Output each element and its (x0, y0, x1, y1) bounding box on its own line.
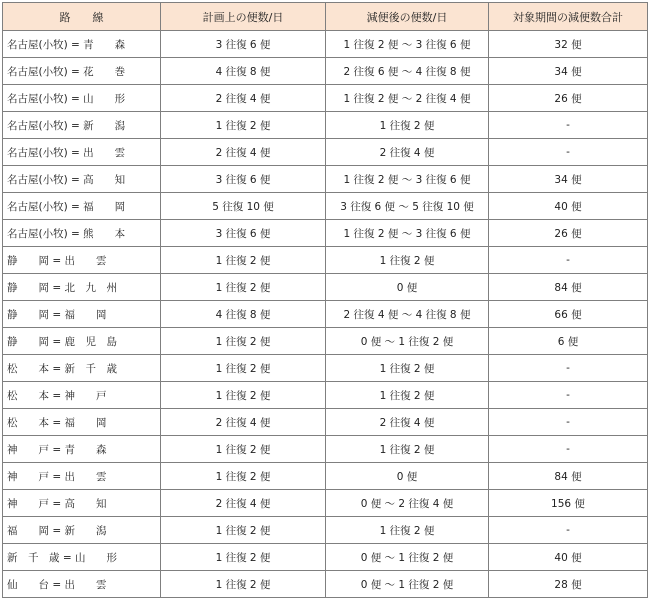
table-row (3, 436, 648, 463)
total-reduction-cell-text: 6 便 (557, 335, 579, 348)
route-cell (3, 328, 161, 355)
planned-flights-cell (161, 355, 326, 382)
table-row (3, 301, 648, 328)
table-body (3, 31, 648, 598)
reduced-flights-cell (326, 301, 489, 328)
total-reduction-cell-text: 28 便 (554, 578, 582, 591)
planned-flights-cell (161, 517, 326, 544)
table-row (3, 517, 648, 544)
planned-flights-cell-text: 1 往復 2 便 (215, 254, 271, 267)
header-planned-flights: 計画上の便数/日 (161, 3, 326, 31)
total-reduction-cell-text: 84 便 (554, 470, 582, 483)
planned-flights-cell-text: 1 往復 2 便 (215, 470, 271, 483)
route-cell-text: 福 岡 = 新 潟 (7, 524, 107, 537)
route-cell (3, 112, 161, 139)
reduced-flights-cell-text: 0 便 (396, 470, 418, 483)
planned-flights-cell (161, 301, 326, 328)
route-cell (3, 139, 161, 166)
total-reduction-cell (489, 58, 648, 85)
reduced-flights-cell-text: 1 往復 2 便 (379, 389, 435, 402)
table-row (3, 247, 648, 274)
planned-flights-cell (161, 112, 326, 139)
planned-flights-cell-text: 3 往復 6 便 (215, 38, 271, 51)
reduced-flights-cell (326, 436, 489, 463)
route-cell (3, 490, 161, 517)
reduced-flights-cell-text: 0 便 (396, 281, 418, 294)
planned-flights-cell-text: 1 往復 2 便 (215, 524, 271, 537)
reduced-flights-cell-text: 2 往復 6 便 ～ 4 往復 8 便 (343, 65, 471, 78)
total-reduction-cell-text: - (566, 443, 570, 455)
planned-flights-cell-text: 1 往復 2 便 (215, 578, 271, 591)
total-reduction-cell (489, 31, 648, 58)
reduced-flights-cell-text: 1 往復 2 便 ～ 3 往復 6 便 (343, 173, 471, 186)
route-cell (3, 382, 161, 409)
reduced-flights-cell (326, 328, 489, 355)
table-row (3, 463, 648, 490)
route-cell-text: 静 岡 = 北 九 州 (7, 281, 117, 294)
planned-flights-cell (161, 382, 326, 409)
reduced-flights-cell-text: 1 往復 2 便 (379, 254, 435, 267)
route-cell-text: 松 本 = 神 戸 (7, 389, 107, 402)
table-row (3, 409, 648, 436)
total-reduction-cell-text: - (566, 362, 570, 374)
reduced-flights-cell-text: 1 往復 2 便 (379, 524, 435, 537)
route-cell-text: 名古屋(小牧) = 高 知 (7, 173, 126, 186)
total-reduction-cell (489, 301, 648, 328)
planned-flights-cell-text: 1 往復 2 便 (215, 335, 271, 348)
route-cell-text: 新 千 歳 = 山 形 (7, 551, 117, 564)
total-reduction-cell-text: - (566, 119, 570, 131)
planned-flights-cell-text: 2 往復 4 便 (215, 146, 271, 159)
header-reduced-flights: 減便後の便数/日 (326, 3, 489, 31)
total-reduction-cell-text: 34 便 (554, 173, 582, 186)
reduced-flights-cell-text: 2 往復 4 便 (379, 416, 435, 429)
reduced-flights-cell (326, 220, 489, 247)
reduced-flights-cell-text: 1 往復 2 便 (379, 443, 435, 456)
route-cell (3, 247, 161, 274)
route-cell (3, 544, 161, 571)
header-route: 路 線 (3, 3, 161, 31)
reduced-flights-cell-text: 1 往復 2 便 ～ 3 往復 6 便 (343, 38, 471, 51)
reduced-flights-cell (326, 247, 489, 274)
planned-flights-cell-text: 3 往復 6 便 (215, 227, 271, 240)
total-reduction-cell-text: - (566, 416, 570, 428)
planned-flights-cell-text: 1 往復 2 便 (215, 443, 271, 456)
planned-flights-cell-text: 4 往復 8 便 (215, 65, 271, 78)
total-reduction-cell (489, 328, 648, 355)
table-row (3, 166, 648, 193)
total-reduction-cell (489, 193, 648, 220)
planned-flights-cell-text: 2 往復 4 便 (215, 497, 271, 510)
table-row (3, 139, 648, 166)
table-row (3, 193, 648, 220)
route-cell (3, 193, 161, 220)
planned-flights-cell (161, 544, 326, 571)
planned-flights-cell (161, 436, 326, 463)
reduced-flights-cell (326, 85, 489, 112)
table-row (3, 85, 648, 112)
route-cell-text: 神 戸 = 青 森 (7, 443, 107, 456)
route-cell (3, 85, 161, 112)
total-reduction-cell (489, 112, 648, 139)
total-reduction-cell (489, 517, 648, 544)
route-cell-text: 静 岡 = 鹿 児 島 (7, 335, 117, 348)
reduced-flights-cell-text: 0 便 ～ 2 往復 4 便 (360, 497, 454, 510)
route-cell (3, 436, 161, 463)
reduced-flights-cell-text: 0 便 ～ 1 往復 2 便 (360, 335, 454, 348)
route-cell-text: 名古屋(小牧) = 山 形 (7, 92, 126, 105)
total-reduction-cell-text: 26 便 (554, 227, 582, 240)
route-cell (3, 301, 161, 328)
table-row (3, 544, 648, 571)
route-cell-text: 名古屋(小牧) = 福 岡 (7, 200, 126, 213)
table-row (3, 490, 648, 517)
route-cell-text: 名古屋(小牧) = 青 森 (7, 38, 126, 51)
table-row (3, 382, 648, 409)
reduced-flights-cell (326, 193, 489, 220)
route-cell (3, 571, 161, 598)
reduced-flights-cell (326, 517, 489, 544)
total-reduction-cell-text: 32 便 (554, 38, 582, 51)
planned-flights-cell-text: 1 往復 2 便 (215, 119, 271, 132)
reduced-flights-cell (326, 139, 489, 166)
route-cell (3, 517, 161, 544)
total-reduction-cell-text: 40 便 (554, 551, 582, 564)
route-cell (3, 58, 161, 85)
reduced-flights-cell (326, 31, 489, 58)
planned-flights-cell (161, 247, 326, 274)
planned-flights-cell-text: 2 往復 4 便 (215, 416, 271, 429)
table-row (3, 328, 648, 355)
total-reduction-cell-text: 34 便 (554, 65, 582, 78)
total-reduction-cell (489, 166, 648, 193)
total-reduction-cell-text: 40 便 (554, 200, 582, 213)
total-reduction-cell (489, 490, 648, 517)
planned-flights-cell-text: 1 往復 2 便 (215, 551, 271, 564)
total-reduction-cell-text: 66 便 (554, 308, 582, 321)
total-reduction-cell-text: - (566, 146, 570, 158)
total-reduction-cell (489, 220, 648, 247)
route-cell-text: 松 本 = 新 千 歳 (7, 362, 117, 375)
reduced-flights-cell-text: 1 往復 2 便 ～ 3 往復 6 便 (343, 227, 471, 240)
table-row (3, 571, 648, 598)
reduced-flights-cell (326, 463, 489, 490)
route-cell-text: 名古屋(小牧) = 花 巻 (7, 65, 126, 78)
total-reduction-cell (489, 463, 648, 490)
planned-flights-cell (161, 139, 326, 166)
table-row (3, 31, 648, 58)
reduced-flights-cell (326, 571, 489, 598)
route-cell-text: 名古屋(小牧) = 熊 本 (7, 227, 126, 240)
route-cell-text: 松 本 = 福 岡 (7, 416, 107, 429)
table-row (3, 112, 648, 139)
route-cell-text: 神 戸 = 出 雲 (7, 470, 107, 483)
reduced-flights-cell-text: 1 往復 2 便 ～ 2 往復 4 便 (343, 92, 471, 105)
total-reduction-cell-text: - (566, 524, 570, 536)
header-total-reduction: 対象期間の減便数合計 (489, 3, 648, 31)
flight-reduction-table-container (2, 2, 648, 598)
reduced-flights-cell (326, 382, 489, 409)
total-reduction-cell-text: 26 便 (554, 92, 582, 105)
total-reduction-cell (489, 274, 648, 301)
route-cell-text: 名古屋(小牧) = 新 潟 (7, 119, 126, 132)
reduced-flights-cell (326, 58, 489, 85)
planned-flights-cell-text: 5 往復 10 便 (212, 200, 274, 213)
reduced-flights-cell-text: 2 往復 4 便 ～ 4 往復 8 便 (343, 308, 471, 321)
table-row (3, 274, 648, 301)
planned-flights-cell-text: 1 往復 2 便 (215, 362, 271, 375)
planned-flights-cell-text: 4 往復 8 便 (215, 308, 271, 321)
total-reduction-cell (489, 247, 648, 274)
reduced-flights-cell (326, 166, 489, 193)
planned-flights-cell (161, 85, 326, 112)
reduced-flights-cell (326, 274, 489, 301)
total-reduction-cell (489, 409, 648, 436)
total-reduction-cell-text: 156 便 (551, 497, 585, 510)
planned-flights-cell (161, 31, 326, 58)
planned-flights-cell (161, 193, 326, 220)
route-cell (3, 463, 161, 490)
reduced-flights-cell (326, 490, 489, 517)
reduced-flights-cell-text: 1 往復 2 便 (379, 362, 435, 375)
planned-flights-cell (161, 571, 326, 598)
planned-flights-cell-text: 1 往復 2 便 (215, 281, 271, 294)
total-reduction-cell (489, 436, 648, 463)
reduced-flights-cell (326, 112, 489, 139)
planned-flights-cell (161, 274, 326, 301)
planned-flights-cell (161, 409, 326, 436)
table-row (3, 220, 648, 247)
route-cell (3, 355, 161, 382)
planned-flights-cell-text: 2 往復 4 便 (215, 92, 271, 105)
total-reduction-cell (489, 355, 648, 382)
planned-flights-cell (161, 166, 326, 193)
route-cell (3, 220, 161, 247)
table-row (3, 58, 648, 85)
reduced-flights-cell (326, 355, 489, 382)
planned-flights-cell (161, 463, 326, 490)
route-cell (3, 409, 161, 436)
reduced-flights-cell-text: 0 便 ～ 1 往復 2 便 (360, 551, 454, 564)
reduced-flights-cell (326, 544, 489, 571)
route-cell-text: 仙 台 = 出 雲 (7, 578, 107, 591)
total-reduction-cell (489, 382, 648, 409)
total-reduction-cell-text: 84 便 (554, 281, 582, 294)
table-header-row (3, 3, 648, 31)
planned-flights-cell-text: 3 往復 6 便 (215, 173, 271, 186)
planned-flights-cell (161, 328, 326, 355)
reduced-flights-cell-text: 0 便 ～ 1 往復 2 便 (360, 578, 454, 591)
planned-flights-cell (161, 220, 326, 247)
table-row (3, 355, 648, 382)
route-cell (3, 166, 161, 193)
route-cell (3, 31, 161, 58)
route-cell-text: 神 戸 = 高 知 (7, 497, 107, 510)
reduced-flights-cell (326, 409, 489, 436)
planned-flights-cell-text: 1 往復 2 便 (215, 389, 271, 402)
route-cell (3, 274, 161, 301)
planned-flights-cell (161, 58, 326, 85)
total-reduction-cell (489, 571, 648, 598)
total-reduction-cell (489, 139, 648, 166)
total-reduction-cell (489, 85, 648, 112)
reduced-flights-cell-text: 1 往復 2 便 (379, 119, 435, 132)
total-reduction-cell-text: - (566, 389, 570, 401)
flight-reduction-table (2, 2, 648, 598)
planned-flights-cell (161, 490, 326, 517)
reduced-flights-cell-text: 2 往復 4 便 (379, 146, 435, 159)
route-cell-text: 静 岡 = 福 岡 (7, 308, 107, 321)
reduced-flights-cell-text: 3 往復 6 便 ～ 5 往復 10 便 (340, 200, 474, 213)
route-cell-text: 静 岡 = 出 雲 (7, 254, 107, 267)
total-reduction-cell-text: - (566, 254, 570, 266)
total-reduction-cell (489, 544, 648, 571)
route-cell-text: 名古屋(小牧) = 出 雲 (7, 146, 126, 159)
